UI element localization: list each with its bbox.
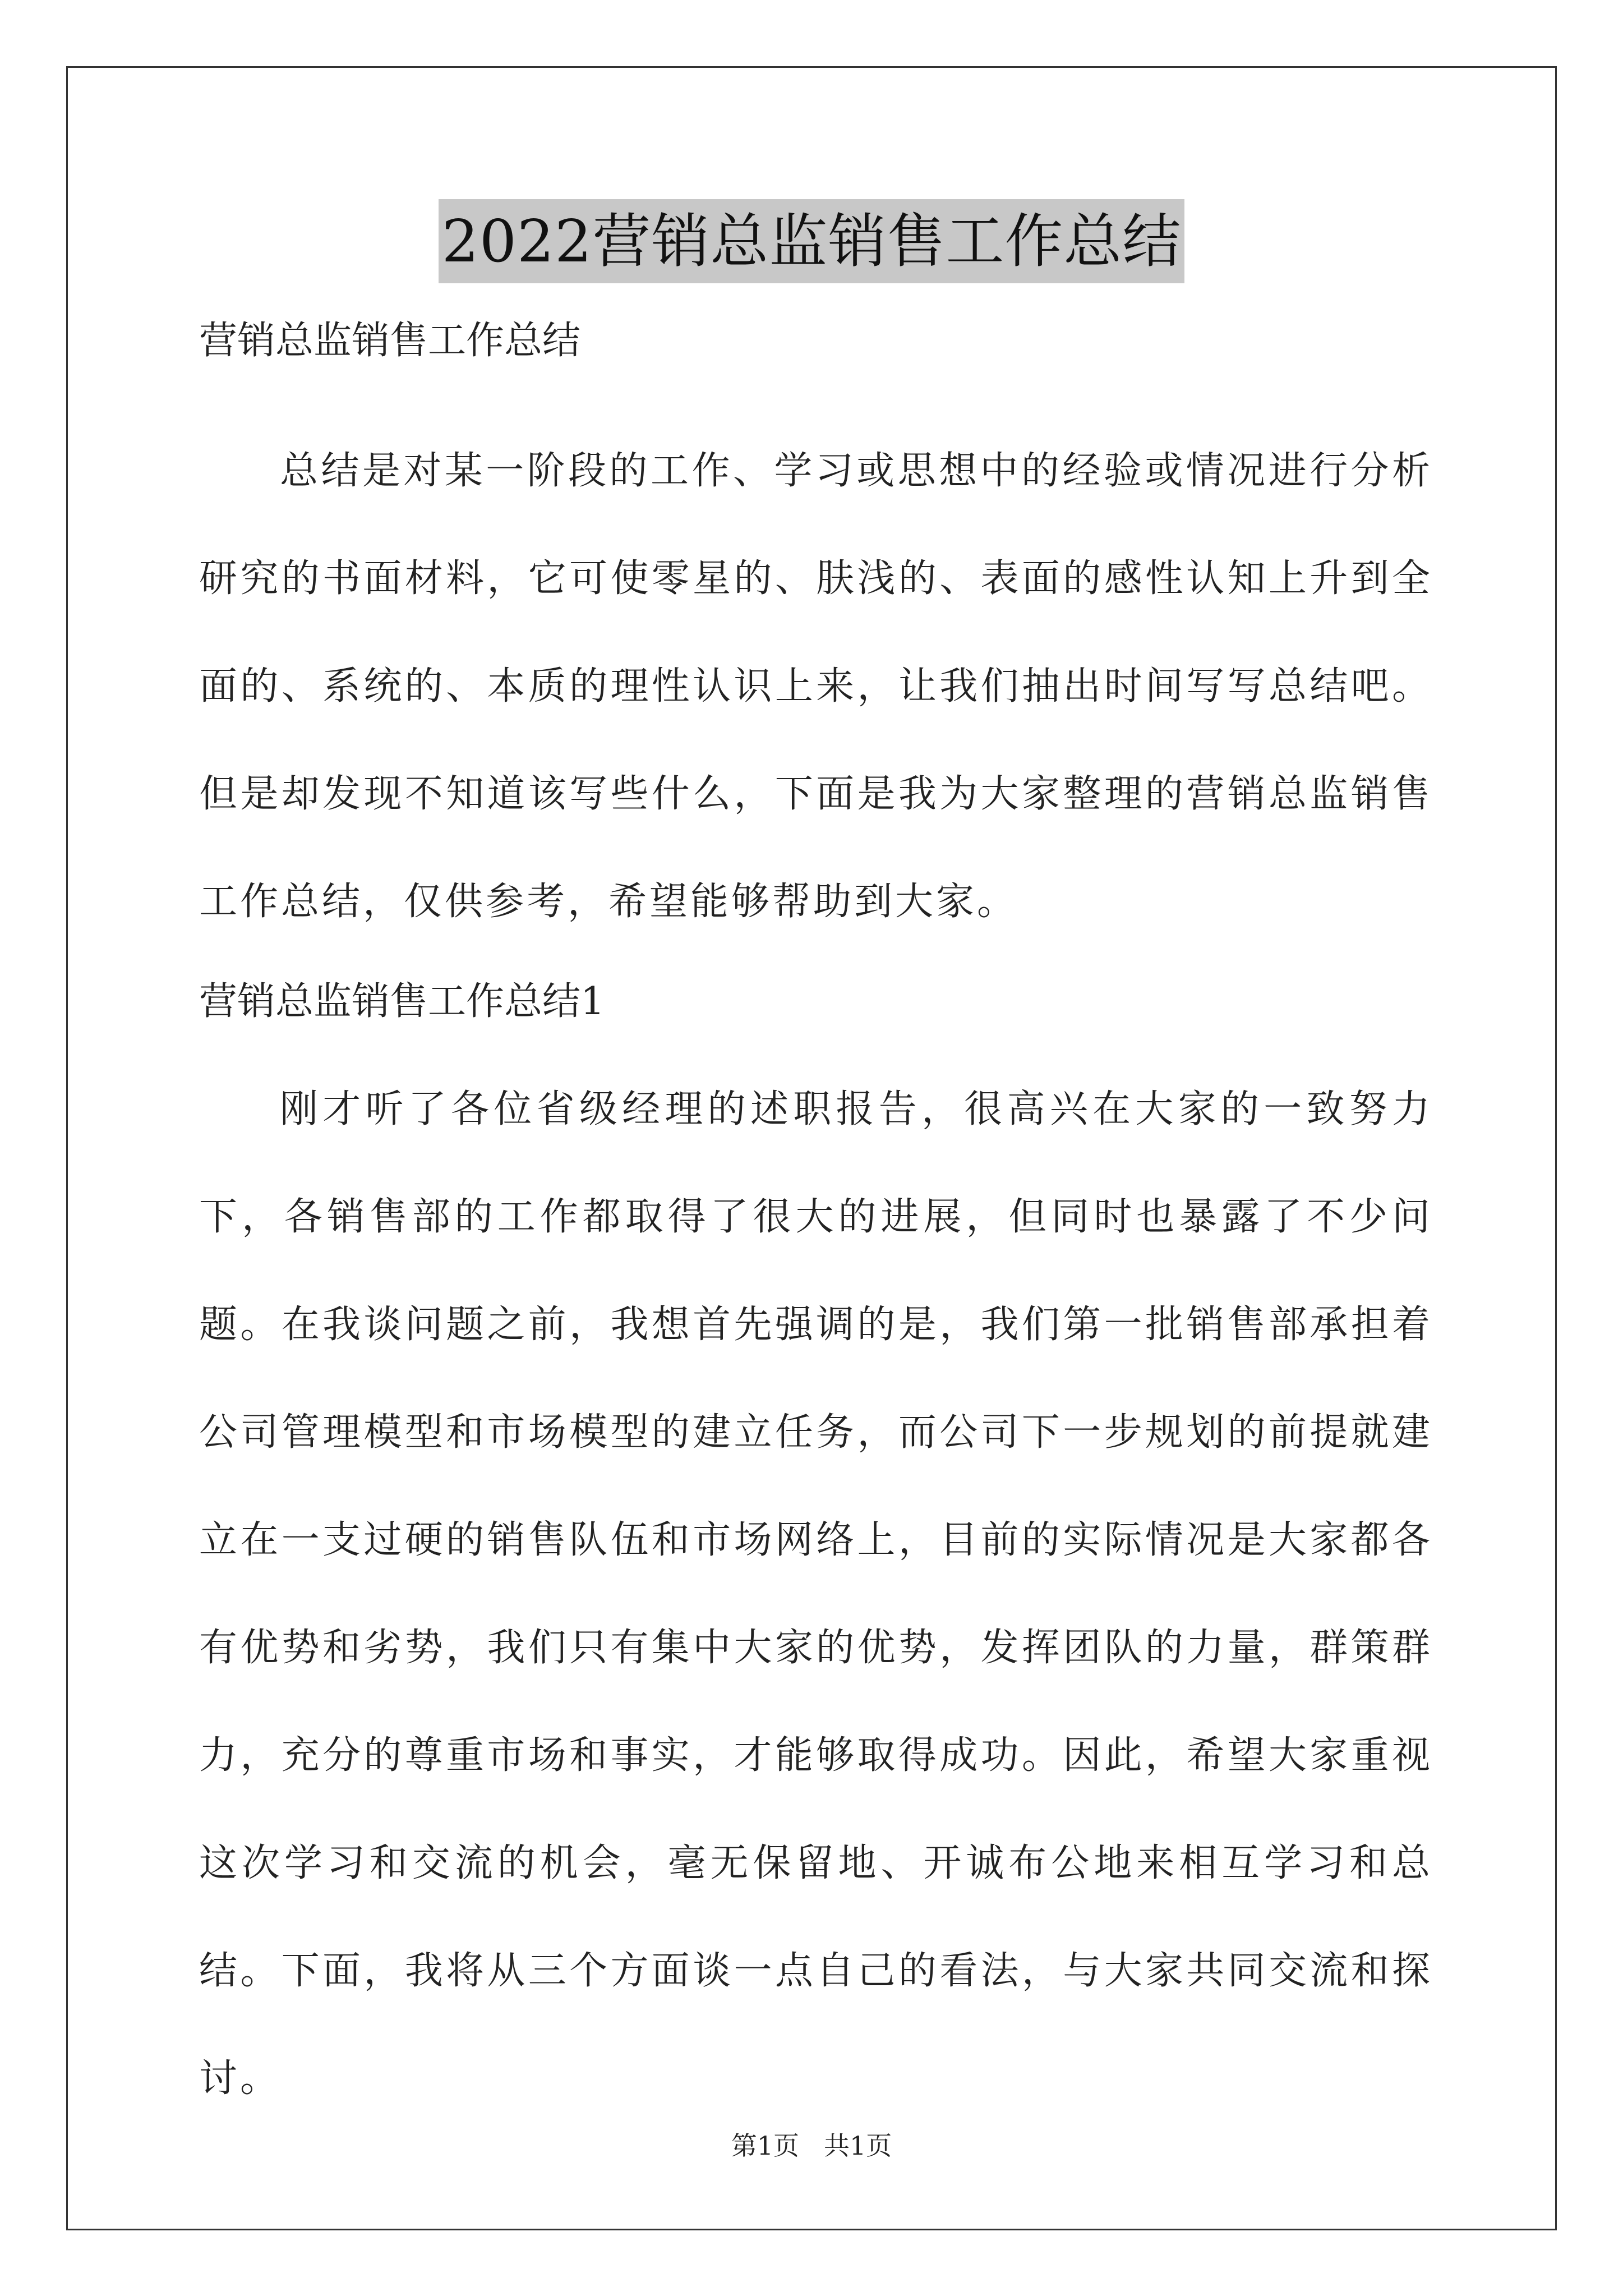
document-body: [199, 314, 1433, 2133]
document-subtitle: 营销总监销售工作总结: [199, 319, 581, 363]
section-paragraph: 刚才听了各位省级经理的述职报告，很高兴在大家的一致努力下，各销售部的工作都取得了很大的进展，但同时也暴露了不少问题。在我谈问题之前，我想首先强调的是，我们第一批销售部承担着公司管理模型和市场模型的建立任务，而公司下一步规划的前提就建立在一支过硬的销售队伍和市场网络上，目前的实际情况是大家都各有优势和劣势，我们只有集中大家的优势，发挥团队的力量，群策群力，充分的尊重市场和事实，才能够取得成功。因此，希望大家重视这次学习和交流的机会，毫无保留地、开诚布公地来相互学习和总结。下面，我将从三个方面谈一点自己的看法，与大家共同交流和探讨。: [199, 1087, 1433, 2101]
page-footer: [0, 2129, 1623, 2162]
document-title: 2022营销总监销售工作总结: [439, 199, 1185, 283]
page-number-total: 共1页: [824, 2131, 892, 2161]
intro-paragraph: 总结是对某一阶段的工作、学习或思想中的经验或情况进行分析研究的书面材料，它可使零星的、肤浅的、表面的感性认知上升到全面的、系统的、本质的理性认识上来，让我们抽出时间写写总结吧。但是却发现不知道该写些什么，下面是我为大家整理的营销总监销售工作总结，仅供参考，希望能够帮助到大家。: [199, 449, 1433, 924]
section-heading: 营销总监销售工作总结1: [199, 979, 605, 1024]
title-container: [0, 199, 1623, 283]
page-number-current: 第1页: [731, 2131, 799, 2161]
